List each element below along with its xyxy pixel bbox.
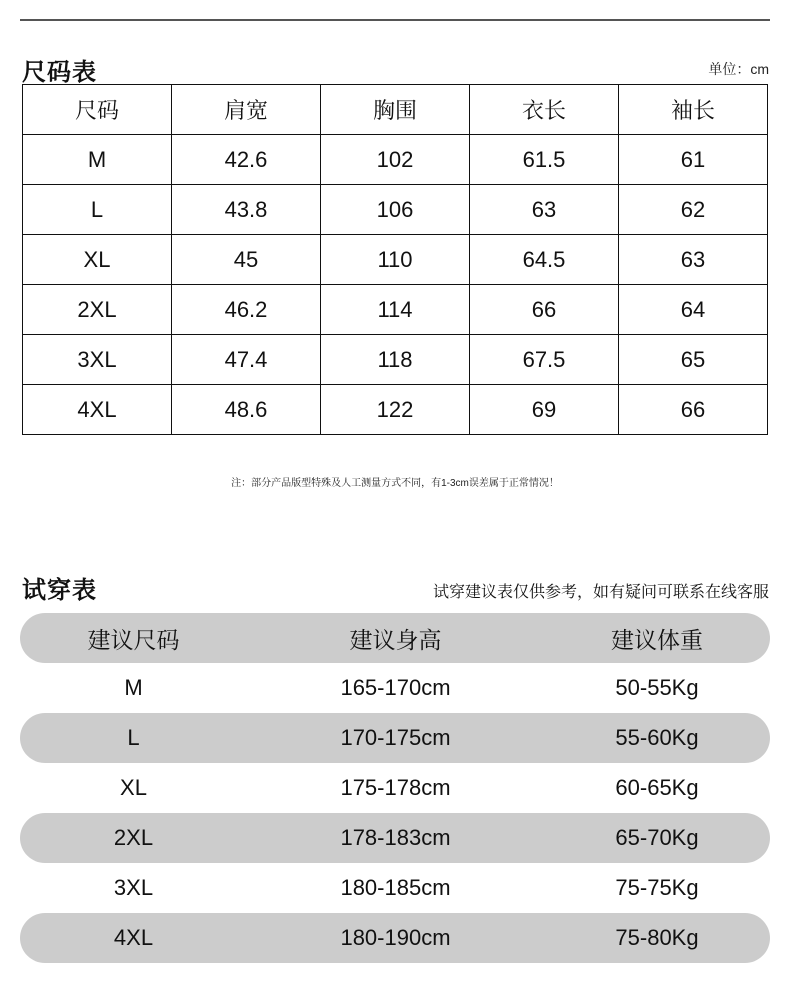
cell-chest: 110	[321, 235, 470, 285]
cell-size: 2XL	[113, 825, 154, 850]
fit-chart-subtitle: 试穿建议表仅供参考，如有疑问可联系在线客服	[432, 584, 769, 601]
table-row	[23, 185, 768, 235]
cell-length: 61.5	[470, 135, 619, 185]
cell-size: M	[23, 135, 172, 185]
column-header-shoulder: 肩宽	[172, 85, 321, 135]
column-header-length: 衣长	[470, 85, 619, 135]
column-header-recommended-weight: 建议体重	[611, 626, 703, 653]
size-table-header-row	[23, 85, 768, 135]
cell-height: 170-175cm	[340, 725, 451, 750]
cell-sleeve: 64	[619, 285, 768, 335]
cell-chest: 122	[321, 385, 470, 435]
cell-shoulder: 42.6	[172, 135, 321, 185]
cell-weight: 75-75Kg	[615, 875, 699, 900]
table-row	[20, 913, 770, 963]
cell-sleeve: 65	[619, 335, 768, 385]
cell-weight: 55-60Kg	[615, 725, 699, 750]
cell-chest: 106	[321, 185, 470, 235]
cell-size: 2XL	[23, 285, 172, 335]
cell-height: 180-185cm	[340, 875, 451, 900]
cell-size: 4XL	[23, 385, 172, 435]
column-header-size: 尺码	[23, 85, 172, 135]
column-header-recommended-height: 建议身高	[349, 626, 442, 653]
table-row	[20, 863, 770, 913]
cell-sleeve: 61	[619, 135, 768, 185]
cell-shoulder: 47.4	[172, 335, 321, 385]
fit-chart-title: 试穿表	[22, 577, 97, 604]
cell-height: 178-183cm	[340, 825, 451, 850]
table-row	[20, 763, 770, 813]
fit-chart-table	[20, 613, 770, 963]
cell-size: L	[127, 725, 140, 750]
cell-shoulder: 48.6	[172, 385, 321, 435]
table-row	[23, 135, 768, 185]
cell-length: 69	[470, 385, 619, 435]
table-row	[23, 235, 768, 285]
unit-label: 单位：cm	[708, 61, 769, 77]
table-row	[20, 663, 770, 713]
cell-chest: 114	[321, 285, 470, 335]
fit-table-header-row	[20, 613, 770, 663]
cell-sleeve: 66	[619, 385, 768, 435]
table-row	[23, 335, 768, 385]
table-row	[20, 813, 770, 863]
cell-shoulder: 45	[172, 235, 321, 285]
cell-height: 180-190cm	[340, 925, 451, 950]
table-row	[23, 285, 768, 335]
size-chart-table	[22, 84, 768, 435]
column-header-sleeve: 袖长	[619, 85, 768, 135]
cell-size: XL	[23, 235, 172, 285]
cell-sleeve: 63	[619, 235, 768, 285]
cell-weight: 50-55Kg	[615, 675, 699, 700]
cell-size: 3XL	[113, 875, 154, 900]
cell-weight: 75-80Kg	[615, 925, 699, 950]
cell-size: 4XL	[113, 925, 154, 950]
cell-chest: 102	[321, 135, 470, 185]
cell-size: 3XL	[23, 335, 172, 385]
column-header-chest: 胸围	[321, 85, 470, 135]
cell-length: 64.5	[470, 235, 619, 285]
size-chart-title: 尺码表	[22, 59, 97, 86]
cell-height: 165-170cm	[340, 675, 451, 700]
cell-weight: 65-70Kg	[615, 825, 699, 850]
cell-length: 63	[470, 185, 619, 235]
cell-sleeve: 62	[619, 185, 768, 235]
column-header-recommended-size: 建议尺码	[87, 626, 180, 653]
cell-length: 66	[470, 285, 619, 335]
cell-length: 67.5	[470, 335, 619, 385]
cell-size: L	[23, 185, 172, 235]
cell-shoulder: 43.8	[172, 185, 321, 235]
table-row	[20, 713, 770, 763]
cell-weight: 60-65Kg	[615, 775, 699, 800]
cell-chest: 118	[321, 335, 470, 385]
cell-shoulder: 46.2	[172, 285, 321, 335]
cell-size: XL	[120, 775, 147, 800]
cell-height: 175-178cm	[340, 775, 451, 800]
top-divider	[20, 19, 770, 21]
cell-size: M	[124, 675, 143, 700]
table-row	[23, 385, 768, 435]
measurement-note: 注：部分产品版型特殊及人工测量方式不同，有1-3cm误差属于正常情况！	[231, 478, 559, 489]
